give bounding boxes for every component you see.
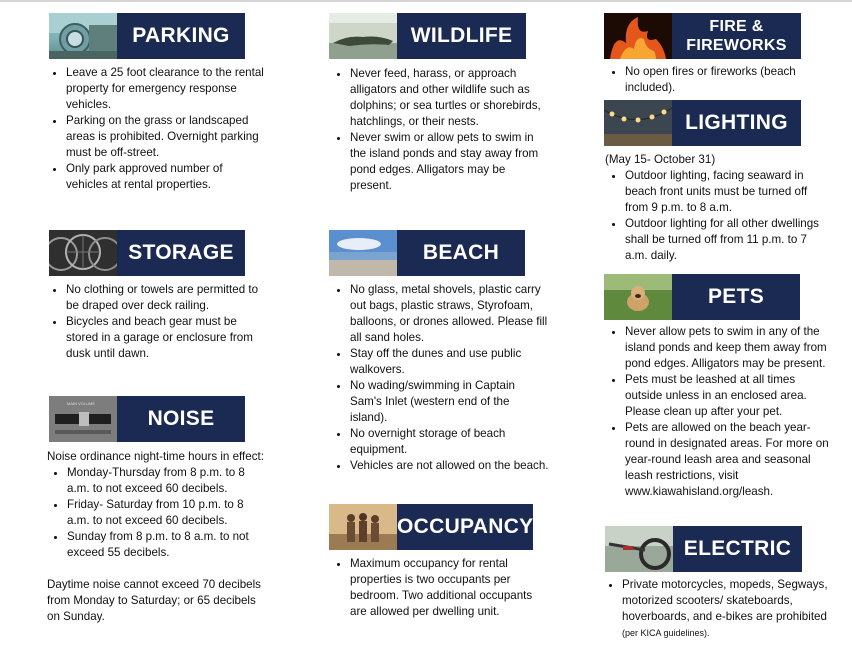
occupancy-body bbox=[330, 556, 550, 620]
top-border bbox=[0, 0, 852, 2]
car-photo-icon bbox=[49, 13, 117, 59]
list-item: • No clothing or towels are permitted to be draped over deck railing. bbox=[66, 282, 266, 314]
list-item: • No wading/swimming in Captain Sam's Inlet (western end of the island). bbox=[350, 378, 550, 426]
electric-body bbox=[602, 577, 830, 641]
lighting-title: LIGHTING bbox=[672, 100, 801, 146]
list-item: • Bicycles and beach gear must be stored in a garage or enclosure from dusk until dawn. bbox=[66, 314, 266, 362]
string-lights-photo-icon bbox=[604, 100, 672, 146]
people-photo-icon bbox=[329, 504, 397, 550]
fire-title-line2: FIREWORKS bbox=[686, 37, 787, 54]
lighting-dates: (May 15- October 31) bbox=[605, 153, 716, 166]
wildlife-body bbox=[330, 66, 550, 194]
main-volume-label: MAIN VOLUME bbox=[67, 401, 96, 406]
storage-header bbox=[49, 230, 245, 276]
parking-body bbox=[46, 65, 266, 193]
beach-photo-icon bbox=[329, 230, 397, 276]
list-item: • Never allow pets to swim in any of the island ponds and keep them away from pond edges. Alligators may be present. bbox=[625, 324, 830, 372]
list-item: • Monday-Thursday from 8 p.m. to 8 a.m. to not exceed 60 decibels. bbox=[67, 465, 267, 497]
fire-photo-icon bbox=[604, 13, 672, 59]
beach-header bbox=[329, 230, 525, 276]
beach-title: BEACH bbox=[397, 230, 525, 276]
list-item: • Vehicles are not allowed on the beach. bbox=[350, 458, 550, 474]
occupancy-title: OCCUPANCY bbox=[397, 504, 533, 550]
noise-title: NOISE bbox=[117, 396, 245, 442]
electric-title: ELECTRIC bbox=[673, 526, 802, 572]
storage-body bbox=[46, 282, 266, 362]
list-item: • Outdoor lighting, facing seaward in beach front units must be turned off from 9 p.m. to 8 a.m. bbox=[625, 168, 830, 216]
list-item: • No glass, metal shovels, plastic carry out bags, plastic straws, Styrofoam, balloons, or drones allowed. Please fill all sand holes. bbox=[350, 282, 550, 346]
wildlife-title: WILDLIFE bbox=[397, 13, 526, 59]
pets-header bbox=[604, 274, 800, 320]
list-item: • Friday- Saturday from 10 p.m. to 8 a.m. to not exceed 60 decibels. bbox=[67, 497, 267, 529]
fire-title bbox=[672, 13, 801, 59]
noise-intro: Noise ordinance night-time hours in effect: bbox=[47, 450, 264, 463]
dog-photo-icon bbox=[604, 274, 672, 320]
bicycles-photo-icon bbox=[49, 230, 117, 276]
alligator-photo-icon bbox=[329, 13, 397, 59]
wildlife-header bbox=[329, 13, 526, 59]
pets-title: PETS bbox=[672, 274, 800, 320]
noise-body bbox=[47, 449, 267, 625]
list-item: • Sunday from 8 p.m. to 8 a.m. to not exceed 55 decibels. bbox=[67, 529, 267, 561]
list-item: • Maximum occupancy for rental properties is two occupants per bedroom. Two additional occupants are allowed per dwelling unit. bbox=[350, 556, 550, 620]
list-item: • Outdoor lighting for all other dwellings shall be turned off from 11 p.m. to 7 a.m. daily. bbox=[625, 216, 830, 264]
fire-title-line1: FIRE & bbox=[709, 18, 764, 35]
fire-body bbox=[605, 64, 830, 96]
noise-daytime: Daytime noise cannot exceed 70 decibels from Monday to Saturday; or 65 decibels on Sunday. bbox=[47, 578, 261, 623]
electric-note: (per KICA guidelines). bbox=[622, 628, 710, 638]
list-item: • Never swim or allow pets to swim in the island ponds and stay away from pond edges. Alligators may be present. bbox=[350, 130, 550, 194]
electric-header bbox=[605, 526, 802, 572]
electric-item: Private motorcycles, mopeds, Segways, motorized scooters/ skateboards, hoverboards, and e-bikes are prohibited bbox=[622, 578, 828, 623]
bike-photo-icon bbox=[605, 526, 673, 572]
lighting-header bbox=[604, 100, 801, 146]
list-item: • Never feed, harass, or approach alligators and other wildlife such as dolphins; or sea turtles or shorebirds, hatchlings, or their nests. bbox=[350, 66, 550, 130]
lighting-body bbox=[605, 152, 830, 264]
list-item: • Leave a 25 foot clearance to the rental property for emergency response vehicles. bbox=[66, 65, 266, 113]
volume-knob-photo-icon bbox=[49, 396, 117, 442]
list-item: • No open fires or fireworks (beach included). bbox=[625, 64, 830, 96]
noise-header bbox=[49, 396, 245, 442]
beach-body bbox=[330, 282, 550, 474]
fire-header bbox=[604, 13, 801, 59]
storage-title: STORAGE bbox=[117, 230, 245, 276]
list-item: • No overnight storage of beach equipment. bbox=[350, 426, 550, 458]
parking-header bbox=[49, 13, 245, 59]
list-item: • Pets must be leashed at all times outside unless in an enclosed area. Please clean up after your pet. bbox=[625, 372, 830, 420]
list-item bbox=[622, 577, 830, 641]
parking-title: PARKING bbox=[117, 13, 245, 59]
occupancy-header bbox=[329, 504, 534, 550]
list-item: • Pets are allowed on the beach year-round in designated areas. For more on year-round leash area and seasonal leash restrictions, visit www.kiawahisland.org/leash. bbox=[625, 420, 830, 500]
pets-body bbox=[605, 324, 830, 500]
list-item: • Stay off the dunes and use public walkovers. bbox=[350, 346, 550, 378]
list-item: • Parking on the grass or landscaped areas is prohibited. Overnight parking must be off-street. bbox=[66, 113, 266, 161]
list-item: • Only park approved number of vehicles at rental properties. bbox=[66, 161, 266, 193]
